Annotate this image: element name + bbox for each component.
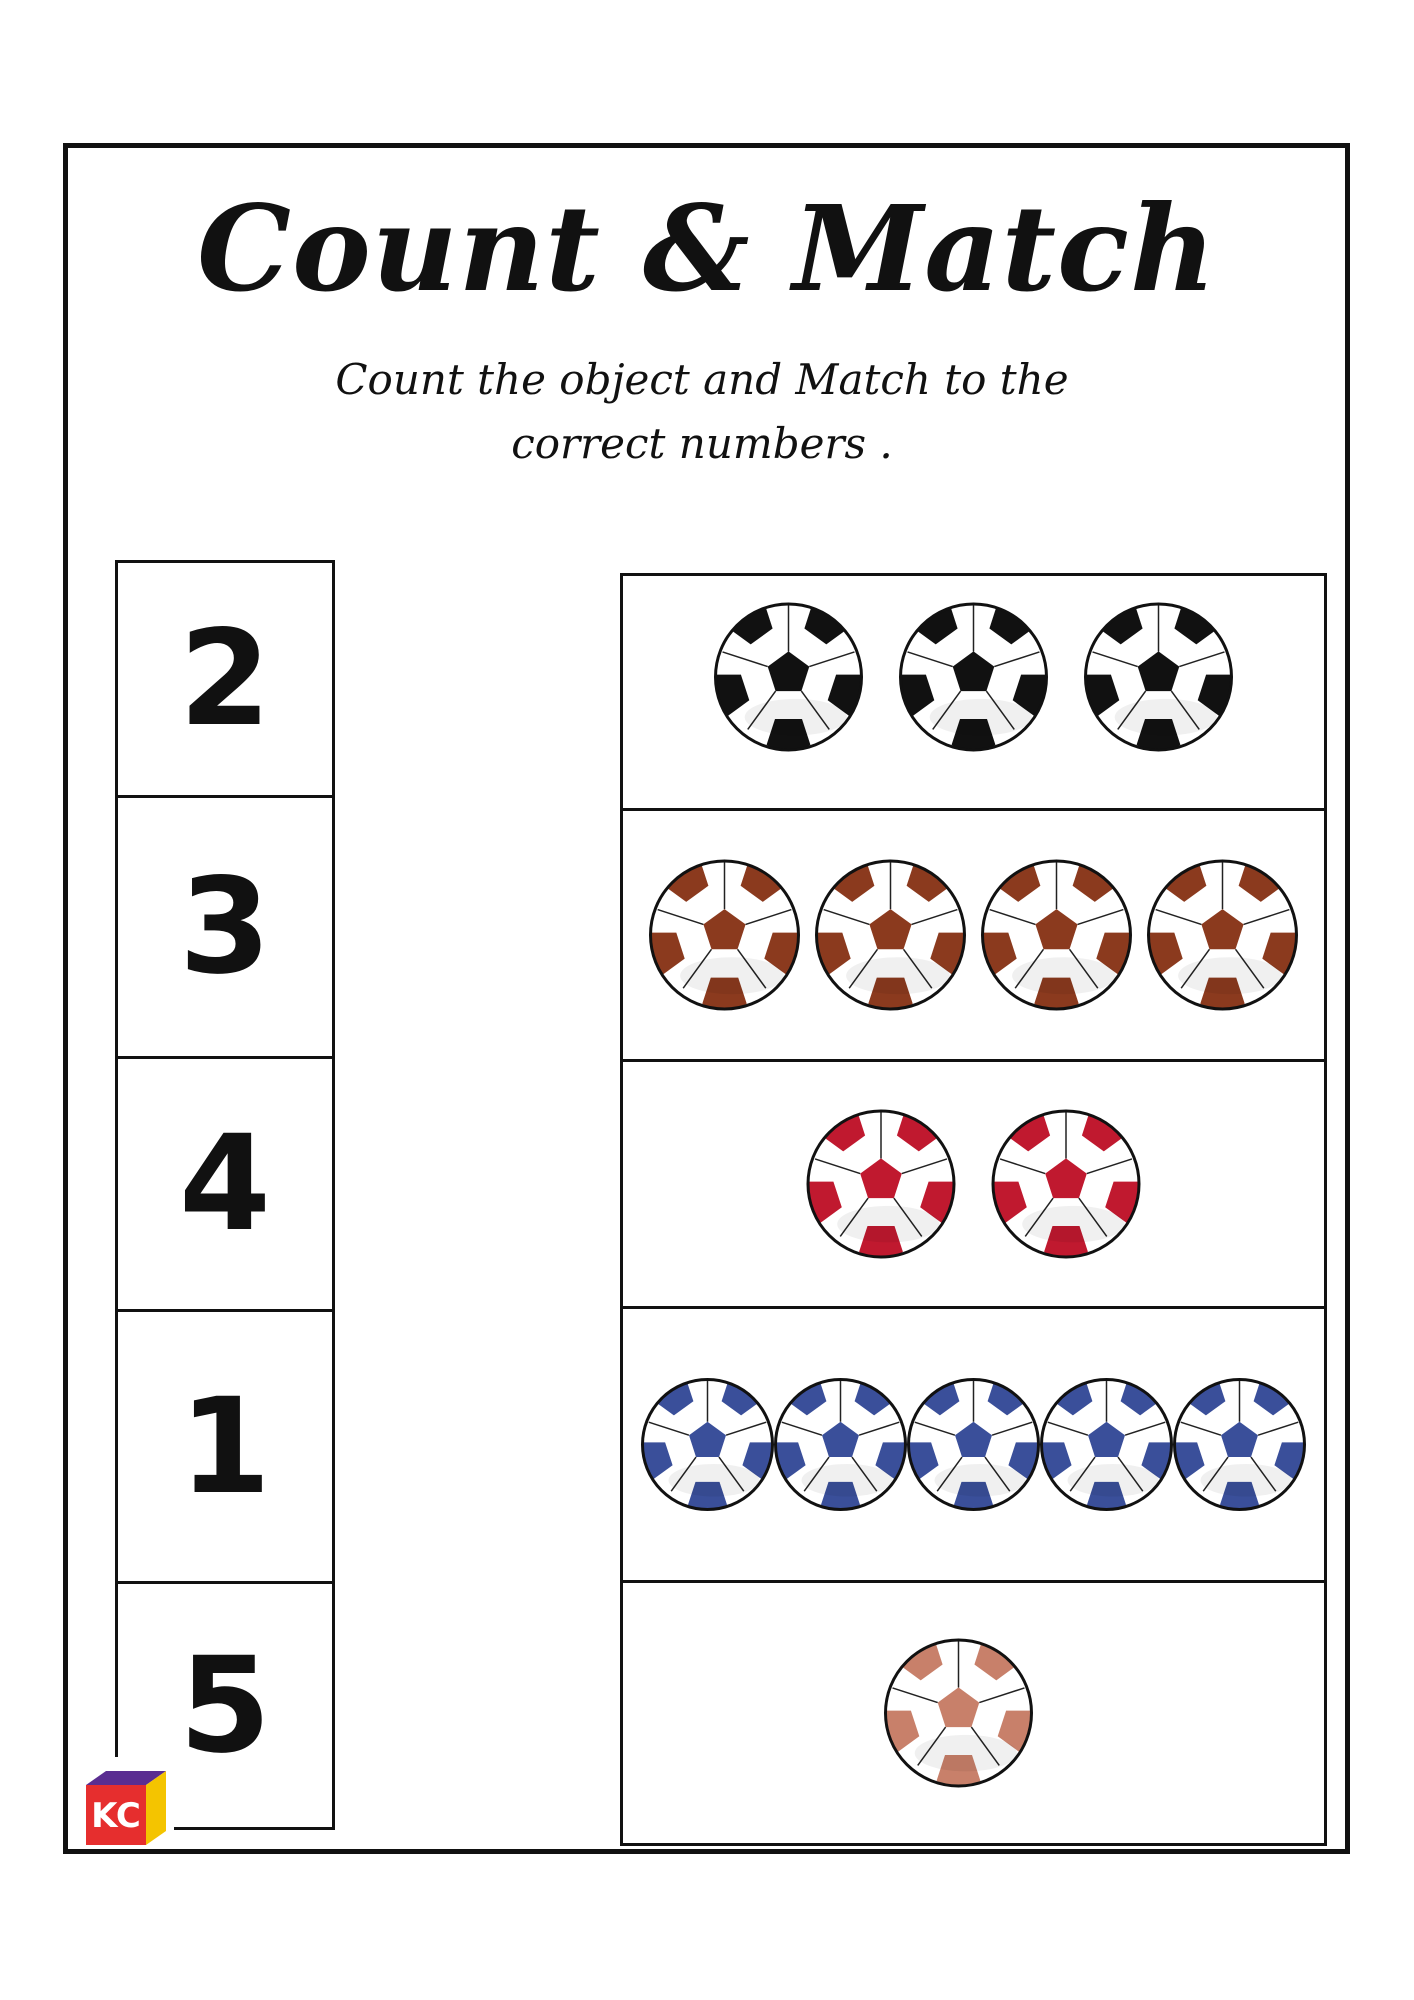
soccer-ball-icon <box>972 860 1140 1020</box>
number-box[interactable]: 3 <box>115 795 335 1059</box>
worksheet-instructions: Count the object and Match to the correct numbers . <box>335 355 1069 468</box>
number-box[interactable]: 4 <box>115 1056 335 1312</box>
soccer-ball-icon <box>1033 1378 1181 1519</box>
soccer-ball-icon <box>900 1378 1048 1519</box>
ball-group-box[interactable] <box>620 1306 1327 1583</box>
soccer-ball-icon <box>1166 1378 1314 1519</box>
soccer-ball-icon <box>798 1110 964 1268</box>
soccer-ball-icon <box>634 1378 782 1519</box>
number-box[interactable]: 1 <box>115 1309 335 1584</box>
soccer-ball-icon <box>640 860 808 1020</box>
soccer-ball-icon <box>706 603 872 761</box>
ball-group-box[interactable] <box>620 1059 1327 1309</box>
ball-group-box[interactable] <box>620 1580 1327 1846</box>
soccer-ball-icon <box>876 1639 1042 1797</box>
soccer-ball-icon <box>983 1110 1149 1268</box>
soccer-ball-icon <box>1138 860 1306 1020</box>
ball-group-box[interactable] <box>620 573 1327 811</box>
logo-text: KC <box>91 1796 141 1836</box>
soccer-ball-icon <box>1076 603 1242 761</box>
kc-block-logo-icon <box>68 1757 174 1849</box>
number-box[interactable]: 2 <box>115 560 335 798</box>
soccer-ball-icon <box>891 603 1057 761</box>
soccer-ball-icon <box>767 1378 915 1519</box>
ball-group-box[interactable] <box>620 808 1327 1062</box>
number-box[interactable]: 5 <box>115 1581 335 1830</box>
worksheet-title: Count & Match <box>197 179 1217 318</box>
soccer-ball-icon <box>806 860 974 1020</box>
